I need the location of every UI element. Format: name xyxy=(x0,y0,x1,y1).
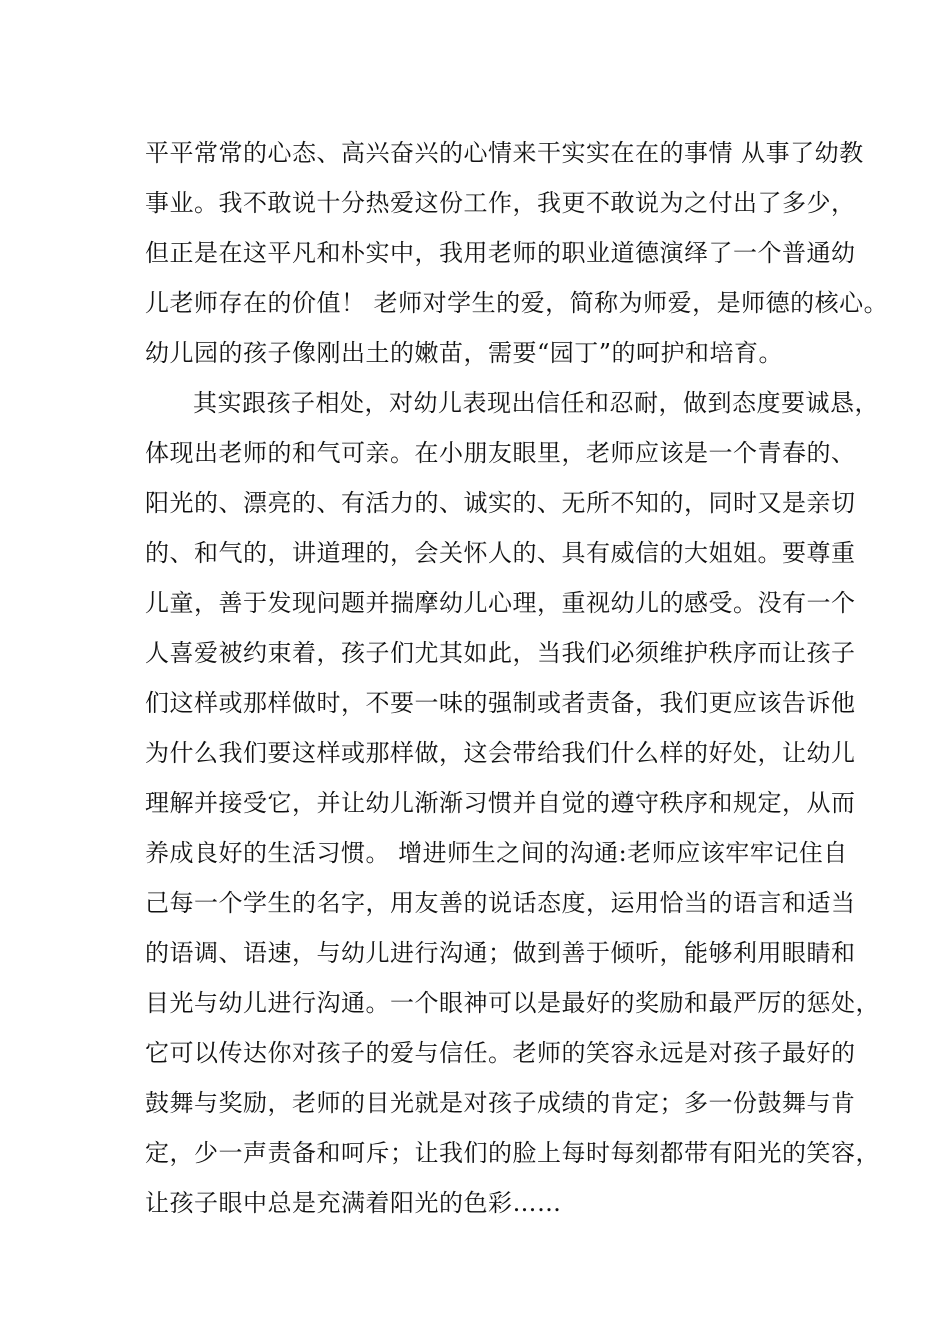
text-line: 事业。我不敢说十分热爱这份工作，我更不敢说为之付出了多少， xyxy=(145,189,856,217)
text-line: 理解并接受它，并让幼儿渐渐习惯并自觉的遵守秩序和规定，从而 xyxy=(145,789,856,817)
text-line: 让孩子眼中总是充满着阳光的色彩…… xyxy=(145,1189,562,1217)
text-line: 但正是在这平凡和朴实中，我用老师的职业道德演绎了一个普通幼 xyxy=(145,239,856,267)
text-line: 养成良好的生活习惯。 增进师生之间的沟通:老师应该牢牢记住自 xyxy=(145,839,848,867)
text-line: 幼儿园的孩子像刚出土的嫩苗，需要“园丁”的呵护和培育。 xyxy=(145,339,784,367)
text-line: 的语调、语速，与幼儿进行沟通；做到善于倾听，能够利用眼睛和 xyxy=(145,939,856,967)
text-line: 己每一个学生的名字，用友善的说话态度，运用恰当的语言和适当 xyxy=(145,889,856,917)
text-line: 平平常常的心态、高兴奋兴的心情来干实实在在的事情 从事了幼教 xyxy=(145,139,864,167)
text-line: 体现出老师的和气可亲。在小朋友眼里，老师应该是一个青春的、 xyxy=(145,439,856,467)
text-line: 它可以传达你对孩子的爱与信任。老师的笑容永远是对孩子最好的 xyxy=(145,1039,856,1067)
text-line: 的、和气的，讲道理的，会关怀人的、具有威信的大姐姐。要尊重 xyxy=(145,539,856,567)
text-line: 目光与幼儿进行沟通。一个眼神可以是最好的奖励和最严厉的惩处， xyxy=(145,989,880,1017)
text-line: 鼓舞与奖励，老师的目光就是对孩子成绩的肯定；多一份鼓舞与肯 xyxy=(145,1089,856,1117)
text-line: 人喜爱被约束着，孩子们尤其如此，当我们必须维护秩序而让孩子 xyxy=(145,639,856,667)
text-line: 们这样或那样做时，不要一味的强制或者责备，我们更应该告诉他 xyxy=(145,689,856,717)
text-line: 儿童，善于发现问题并揣摩幼儿心理，重视幼儿的感受。没有一个 xyxy=(145,589,856,617)
text-line: 定，少一声责备和呵斥；让我们的脸上每时每刻都带有阳光的笑容， xyxy=(145,1139,880,1167)
text-line: 为什么我们要这样或那样做，这会带给我们什么样的好处，让幼儿 xyxy=(145,739,856,767)
text-line: 阳光的、漂亮的、有活力的、诚实的、无所不知的，同时又是亲切 xyxy=(145,489,856,517)
paragraph-first-line: 其实跟孩子相处，对幼儿表现出信任和忍耐，做到态度要诚恳， xyxy=(193,389,879,417)
text-line: 儿老师存在的价值！ 老师对学生的爱，简称为师爱，是师德的核心。 xyxy=(145,289,889,317)
